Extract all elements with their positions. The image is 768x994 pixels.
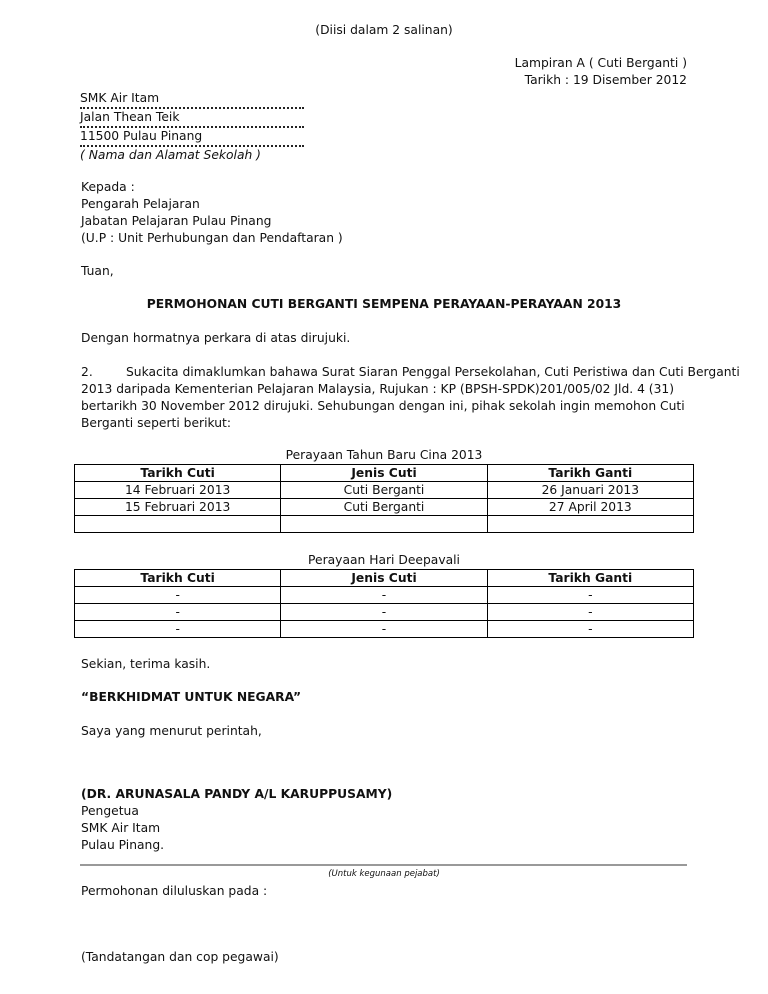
closing-line: Sekian, terima kasih. bbox=[81, 657, 211, 671]
table-header-row bbox=[75, 465, 694, 482]
lampiran-label: Lampiran A ( Cuti Berganti ) bbox=[514, 56, 687, 70]
subject-heading: PERMOHONAN CUTI BERGANTI SEMPENA PERAYAAN-PERAYAAN 2013 bbox=[146, 297, 622, 311]
table-row bbox=[75, 604, 694, 621]
school-name: SMK Air Itam bbox=[80, 90, 304, 109]
table-row bbox=[75, 621, 694, 638]
col-jenis-cuti: Jenis Cuti bbox=[281, 465, 487, 482]
table-header-row bbox=[75, 570, 694, 587]
salutation: Tuan, bbox=[81, 264, 114, 278]
signatory-name: (DR. ARUNASALA PANDY A/L KARUPPUSAMY) bbox=[81, 787, 393, 801]
motto: “BERKHIDMAT UNTUK NEGARA” bbox=[81, 690, 302, 704]
table-cell: Cuti Berganti bbox=[281, 499, 487, 516]
date-label: Tarikh : 19 Disember 2012 bbox=[524, 73, 687, 87]
recipient-line3: (U.P : Unit Perhubungan dan Pendaftaran ) bbox=[81, 231, 343, 245]
table-cell: - bbox=[487, 604, 693, 621]
col-tarikh-cuti: Tarikh Cuti bbox=[75, 465, 281, 482]
opening-line: Dengan hormatnya perkara di atas dirujuki. bbox=[81, 331, 351, 345]
table-cell: - bbox=[75, 621, 281, 638]
recipient-block bbox=[81, 179, 343, 247]
table-cell: - bbox=[75, 604, 281, 621]
signatory-block bbox=[81, 786, 392, 854]
col-tarikh-cuti: Tarikh Cuti bbox=[75, 570, 281, 587]
table-cell: 14 Februari 2013 bbox=[75, 482, 281, 499]
para2-first-line: Sukacita dimaklumkan bahawa Surat Siaran Penggal Persekolahan, Cuti Peristiwa dan Cuti Berganti bbox=[126, 365, 740, 379]
signature-caption: (Tandatangan dan cop pegawai) bbox=[81, 950, 279, 964]
table-cny bbox=[74, 464, 694, 533]
table-cell bbox=[487, 516, 693, 533]
recipient-line2: Jabatan Pelajaran Pulau Pinang bbox=[81, 214, 272, 228]
para2-number: 2. bbox=[81, 365, 93, 379]
school-city: 11500 Pulau Pinang bbox=[80, 128, 304, 147]
table-cell: - bbox=[75, 587, 281, 604]
signatory-title: Pengetua bbox=[81, 804, 139, 818]
table-cell: - bbox=[281, 587, 487, 604]
kepada-label: Kepada : bbox=[81, 180, 135, 194]
table1-caption: Perayaan Tahun Baru Cina 2013 bbox=[285, 448, 483, 462]
table-deepavali bbox=[74, 569, 694, 638]
table-cell: 15 Februari 2013 bbox=[75, 499, 281, 516]
col-tarikh-ganti: Tarikh Ganti bbox=[487, 465, 693, 482]
para2-body: 2013 daripada Kementerian Pelajaran Malaysia, Rujukan : KP (BPSH-SPDK)201/005/02 Jld. 4 (31) bertarikh 30 November 2012 dirujuki. Sehubungan dengan ini, pihak sekolah ingin memohon Cuti Berganti seperti berikut: bbox=[81, 382, 685, 430]
school-caption: ( Nama dan Alamat Sekolah ) bbox=[80, 148, 261, 162]
table-row bbox=[75, 516, 694, 533]
col-jenis-cuti: Jenis Cuti bbox=[281, 570, 487, 587]
school-street: Jalan Thean Teik bbox=[80, 109, 304, 128]
signatory-place: Pulau Pinang. bbox=[81, 838, 165, 852]
recipient-line1: Pengarah Pelajaran bbox=[81, 197, 200, 211]
col-tarikh-ganti: Tarikh Ganti bbox=[487, 570, 693, 587]
table-row bbox=[75, 587, 694, 604]
yours-faithfully: Saya yang menurut perintah, bbox=[81, 724, 262, 738]
table-cell bbox=[281, 516, 487, 533]
table-cell: 27 April 2013 bbox=[487, 499, 693, 516]
table2-caption: Perayaan Hari Deepavali bbox=[308, 553, 460, 567]
table-cell: 26 Januari 2013 bbox=[487, 482, 693, 499]
office-use-note: (Untuk kegunaan pejabat) bbox=[328, 869, 440, 879]
signatory-school: SMK Air Itam bbox=[81, 821, 161, 835]
school-address bbox=[80, 90, 304, 164]
table-cell: Cuti Berganti bbox=[281, 482, 487, 499]
table-row bbox=[75, 499, 694, 516]
table-cell: - bbox=[281, 604, 487, 621]
table-cell: - bbox=[487, 621, 693, 638]
header-note: (Diisi dalam 2 salinan) bbox=[315, 23, 453, 37]
table-cell bbox=[75, 516, 281, 533]
approval-line: Permohonan diluluskan pada : bbox=[81, 884, 268, 898]
table-row bbox=[75, 482, 694, 499]
table-cell: - bbox=[487, 587, 693, 604]
divider bbox=[80, 864, 687, 866]
table-cell: - bbox=[281, 621, 487, 638]
